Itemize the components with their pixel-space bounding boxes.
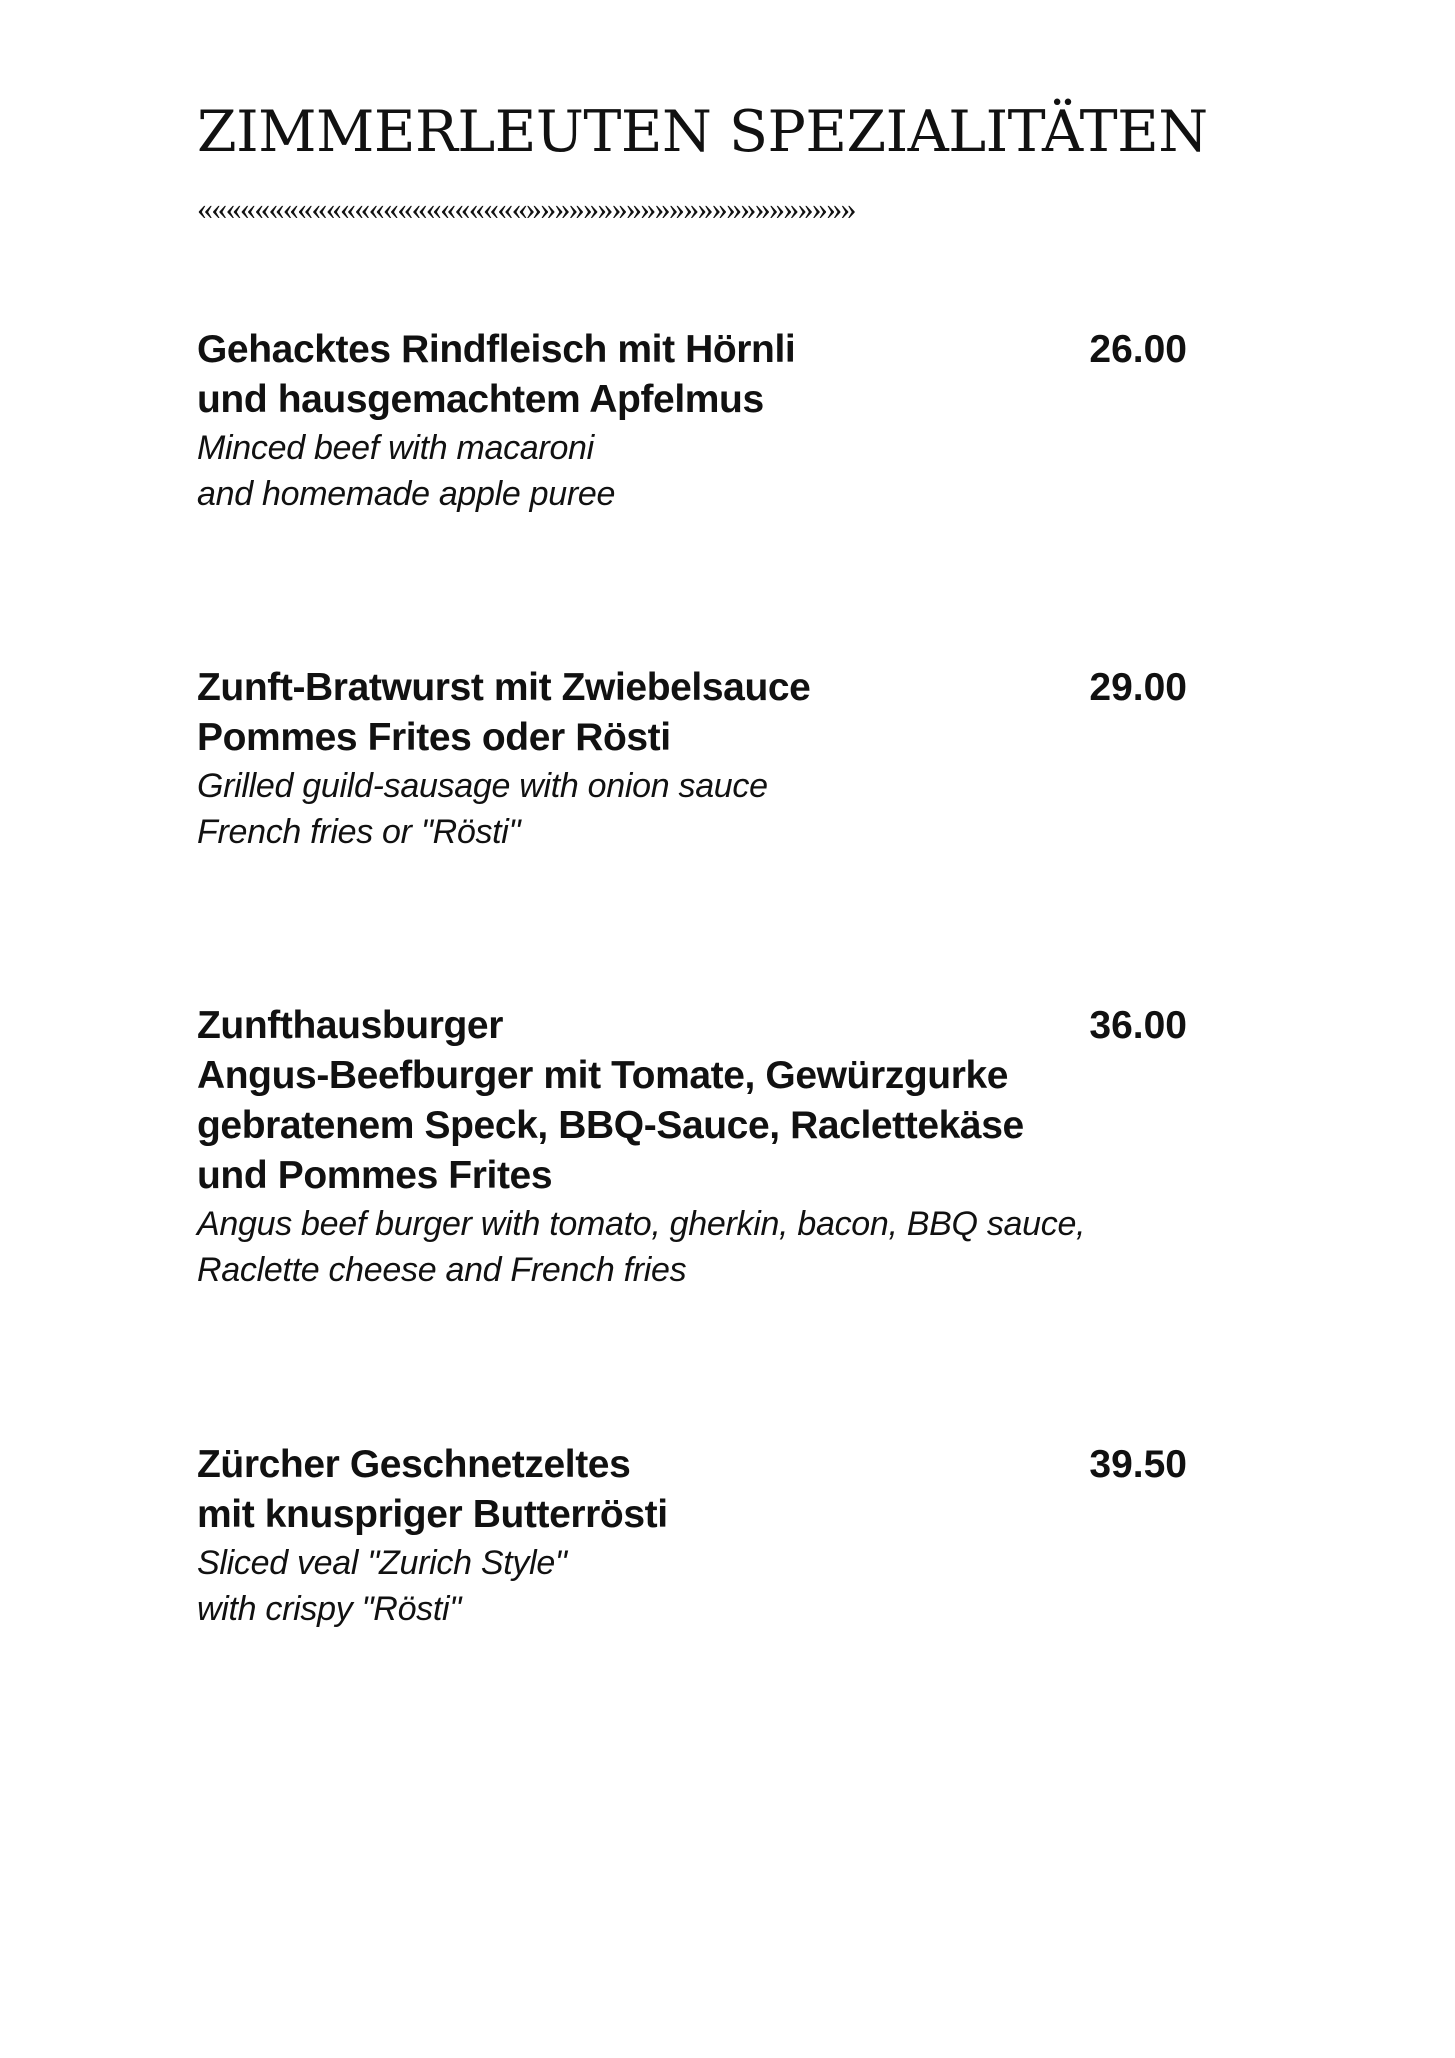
menu-item: [197, 1001, 1187, 1293]
item-description-line: Angus beef burger with tomato, gherkin, bacon, BBQ sauce,: [197, 1205, 1086, 1243]
item-name-line: und hausgemachtem Apfelmus: [197, 378, 764, 421]
menu-item: [197, 325, 1187, 517]
item-name-line: mit knuspriger Butterrösti: [197, 1493, 668, 1536]
item-name-line: Angus-Beefburger mit Tomate, Gewürzgurke: [197, 1054, 1009, 1097]
item-name-line: und Pommes Frites: [197, 1154, 553, 1197]
title-ornament: «««««««««««««««««««««««»»»»»»»»»»»»»»»»»»»»»»»: [197, 190, 855, 226]
item-price: 36.00: [1089, 1004, 1187, 1047]
item-price: 26.00: [1089, 328, 1187, 371]
item-price: 39.50: [1089, 1443, 1187, 1486]
item-price: 29.00: [1089, 666, 1187, 709]
menu-item: [197, 1440, 1187, 1632]
item-name-line: Gehacktes Rindfleisch mit Hörnli: [197, 328, 796, 371]
item-name-line: gebratenem Speck, BBQ-Sauce, Raclettekäse: [197, 1104, 1024, 1147]
item-description-line: Sliced veal "Zurich Style": [197, 1544, 567, 1582]
page-title: ZIMMERLEUTEN SPEZIALITÄTEN: [197, 99, 1208, 165]
item-description-line: Raclette cheese and French fries: [197, 1251, 687, 1289]
item-name-line: Pommes Frites oder Rösti: [197, 716, 671, 759]
item-description-line: with crispy "Rösti": [197, 1590, 462, 1628]
menu-item: [197, 663, 1187, 855]
item-description-line: French fries or "Rösti": [197, 813, 521, 851]
item-description-line: and homemade apple puree: [197, 475, 616, 513]
item-name-line: Zunft-Bratwurst mit Zwiebelsauce: [197, 666, 811, 709]
item-name-line: Zürcher Geschnetzeltes: [197, 1443, 631, 1486]
item-description-line: Minced beef with macaroni: [197, 429, 594, 467]
item-description-line: Grilled guild-sausage with onion sauce: [197, 767, 768, 805]
item-name-line: Zunfthausburger: [197, 1004, 503, 1047]
